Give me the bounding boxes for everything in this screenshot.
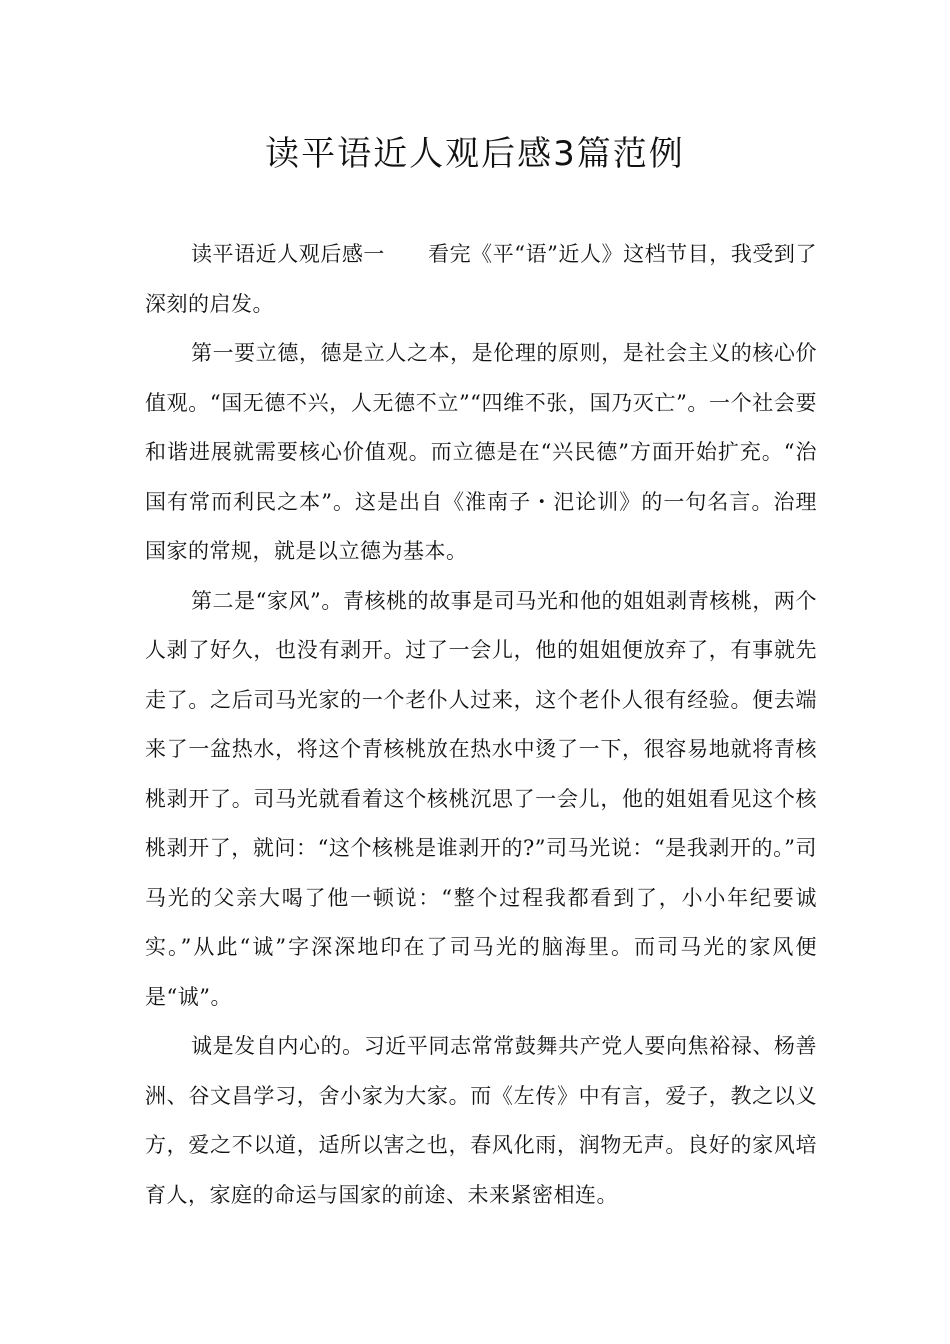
paragraph-1: 读平语近人观后感一 看完《平“语”近人》这档节目，我受到了深刻的启发。 xyxy=(145,242,817,316)
paragraph-3: 第二是“家风”。青核桃的故事是司马光和他的姐姐剥青核桃，两个人剥了好久，也没有剥开。过了一会儿，他的姐姐便放弃了，有事就先走了。之后司马光家的一个老仆人过来，这个老仆人很有经验。便去端来了一盆热水，将这个青核桃放在热水中烫了一下，很容易地就将青核桃剥开了。司马光就看着这个核桃沉思了一会儿，他的姐姐看见这个核桃剥开了，就问：“这个核桃是谁剥开的?”司马光说：“是我剥开的。”司马光的父亲大喝了他一顿说：“整个过程我都看到了，小小年纪要诚实。”从此“诚”字深深地印在了司马光的脑海里。而司马光的家风便是“诚”。 xyxy=(145,588,817,1009)
document-title: 读平语近人观后感3篇范例 xyxy=(265,134,685,174)
paragraph-4: 诚是发自内心的。习近平同志常常鼓舞共产党人要向焦裕禄、杨善洲、谷文昌学习，舍小家为大家。而《左传》中有言，爱子，教之以义方，爱之不以道，适所以害之也，春风化雨，润物无声。良好的家风培育人，家庭的命运与国家的前途、未来紧密相连。 xyxy=(145,1034,817,1207)
document-body xyxy=(145,230,817,1220)
paragraph-2: 第一要立德，德是立人之本，是伦理的原则，是社会主义的核心价值观。“国无德不兴，人无德不立”“四维不张，国乃灭亡”。一个社会要和谐进展就需要核心价值观。而立德是在“兴民德”方面开始扩充。“治国有常而利民之本”。这是出自《淮南子・汜论训》的一句名言。治理国家的常规，就是以立德为基本。 xyxy=(145,341,817,563)
